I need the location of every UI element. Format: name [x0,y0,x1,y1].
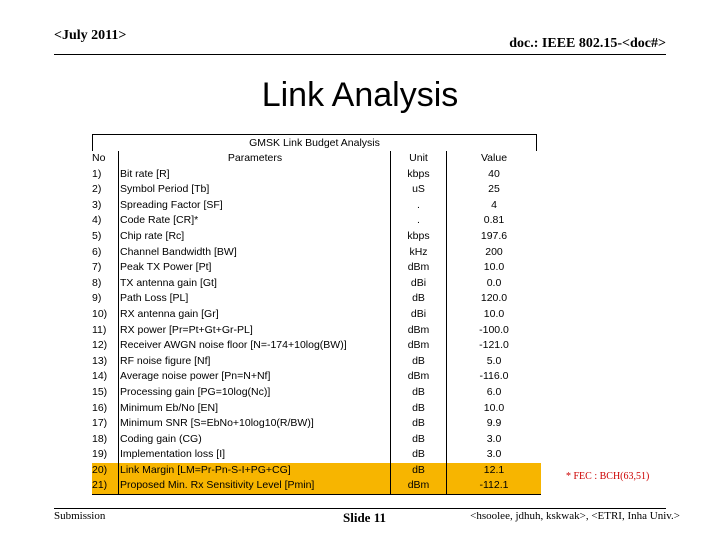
row-parameter: Path Loss [PL] [119,291,391,307]
row-value: 4 [491,198,497,211]
row-number: 11) [92,323,107,336]
row-parameter: Receiver AWGN noise floor [N=-174+10log(BW)] [119,338,391,354]
row-unit: dBm [391,478,447,494]
row-unit: dB [391,432,447,448]
header-doc-id: doc.: IEEE 802.15-<doc#> [509,36,666,51]
table-row [92,416,541,432]
row-value: -100.0 [479,323,509,336]
row-parameter: Spreading Factor [SF] [119,198,391,214]
row-unit: dB [391,463,447,479]
row-parameter: Minimum Eb/No [EN] [119,401,391,417]
row-value: 10.0 [483,401,505,414]
row-number: 19) [92,448,108,461]
row-parameter: Code Rate [CR]* [119,213,391,229]
header-no: No [92,152,106,164]
row-parameter: Bit rate [R] [119,167,391,183]
table-row [92,338,541,354]
footer-rule [54,508,666,509]
row-unit: . [391,213,447,229]
table-row [92,401,541,417]
row-parameter: Peak TX Power [Pt] [119,260,391,276]
row-number: 18) [92,432,108,445]
row-unit: dBm [391,338,447,354]
table-row [92,463,541,479]
link-budget-table [92,134,537,495]
row-value: 40 [488,167,500,180]
row-parameter: Minimum SNR [S=EbNo+10log10(R/BW)] [119,416,391,432]
row-number: 17) [92,417,108,430]
row-number: 2) [92,183,102,196]
row-parameter: Link Margin [LM=Pr-Pn-S-I+PG+CG] [119,463,391,479]
row-value: 3.0 [486,448,502,461]
table-row [92,167,541,183]
row-number: 8) [92,276,102,289]
row-unit: dB [391,447,447,463]
row-unit: kbps [391,167,447,183]
row-parameter: RX antenna gain [Gr] [119,307,391,323]
row-unit: dBm [391,323,447,339]
row-value: 10.0 [483,261,505,274]
row-unit: dB [391,416,447,432]
table-row [92,198,541,214]
footer-slide-number: Slide 11 [343,510,386,525]
row-number: 4) [92,214,102,227]
header-parameters: Parameters [119,151,391,167]
header-rule [54,54,666,55]
row-parameter: Chip rate [Rc] [119,229,391,245]
row-number: 16) [92,401,108,414]
table-header-row [92,151,541,167]
row-parameter: RF noise figure [Nf] [119,354,391,370]
fec-note: * FEC : BCH(63,51) [566,471,650,482]
row-number: 7) [92,261,102,274]
table-row [92,245,541,261]
footer-submission: Submission [54,510,106,522]
row-value: 9.9 [486,417,502,430]
table-row [92,213,541,229]
table-row [92,291,541,307]
row-number: 5) [92,229,102,242]
row-number: 12) [92,339,108,352]
slide-title: Link Analysis [261,76,459,114]
header-value: Value [480,152,508,164]
row-unit: dBi [391,307,447,323]
row-number: 9) [92,292,102,305]
row-number: 21) [92,478,119,494]
table-row [92,307,541,323]
row-value: 25 [488,183,500,196]
row-value: 120.0 [480,292,508,305]
row-number: 20) [92,463,119,479]
row-value: 200 [485,245,503,258]
row-value: 5.0 [486,354,502,367]
table-row [92,447,541,463]
table-row [92,478,541,494]
row-parameter: Symbol Period [Tb] [119,182,391,198]
row-parameter: Implementation loss [I] [119,447,391,463]
header-unit: Unit [391,151,447,167]
row-value: 0.0 [486,276,502,289]
row-parameter: Proposed Min. Rx Sensitivity Level [Pmin] [119,478,391,494]
table-row [92,182,541,198]
row-parameter: Channel Bandwidth [BW] [119,245,391,261]
row-number: 10) [92,307,108,320]
row-unit: dBi [391,276,447,292]
row-value: 6.0 [486,385,502,398]
row-parameter: RX power [Pr=Pt+Gt+Gr-PL] [119,323,391,339]
table-row [92,385,541,401]
row-number: 14) [92,370,108,383]
table-caption: GMSK Link Budget Analysis [92,134,537,151]
row-value: 197.6 [480,229,508,242]
row-value: -116.0 [479,370,509,383]
row-unit: dB [391,354,447,370]
row-value: 0.81 [483,214,505,227]
table-row [92,354,541,370]
row-value: -121.0 [479,339,509,352]
row-value: 10.0 [483,307,505,320]
row-unit: kbps [391,229,447,245]
table-row [92,229,541,245]
table-row [92,260,541,276]
row-number: 6) [92,245,102,258]
row-number: 3) [92,198,102,211]
row-unit: dBm [391,260,447,276]
row-number: 13) [92,354,108,367]
footer-authors: <hsoolee, jdhuh, kskwak>, <ETRI, Inha Univ.> [470,510,680,522]
row-parameter: TX antenna gain [Gt] [119,276,391,292]
table-row [92,432,541,448]
header-date: <July 2011> [54,28,127,43]
row-parameter: Average noise power [Pn=N+Nf] [119,369,391,385]
row-unit: dB [391,385,447,401]
table-row [92,276,541,292]
row-unit: dBm [391,369,447,385]
row-value: 3.0 [486,432,502,445]
row-number: 1) [92,167,102,180]
row-number: 15) [92,385,108,398]
row-unit: dB [391,401,447,417]
row-unit: . [391,198,447,214]
row-parameter: Processing gain [PG=10log(Nc)] [119,385,391,401]
table-row [92,369,541,385]
row-value: -112.1 [447,478,542,494]
row-parameter: Coding gain (CG) [119,432,391,448]
row-unit: kHz [391,245,447,261]
row-unit: uS [391,182,447,198]
table-row [92,323,541,339]
row-unit: dB [391,291,447,307]
row-value: 12.1 [447,463,542,479]
